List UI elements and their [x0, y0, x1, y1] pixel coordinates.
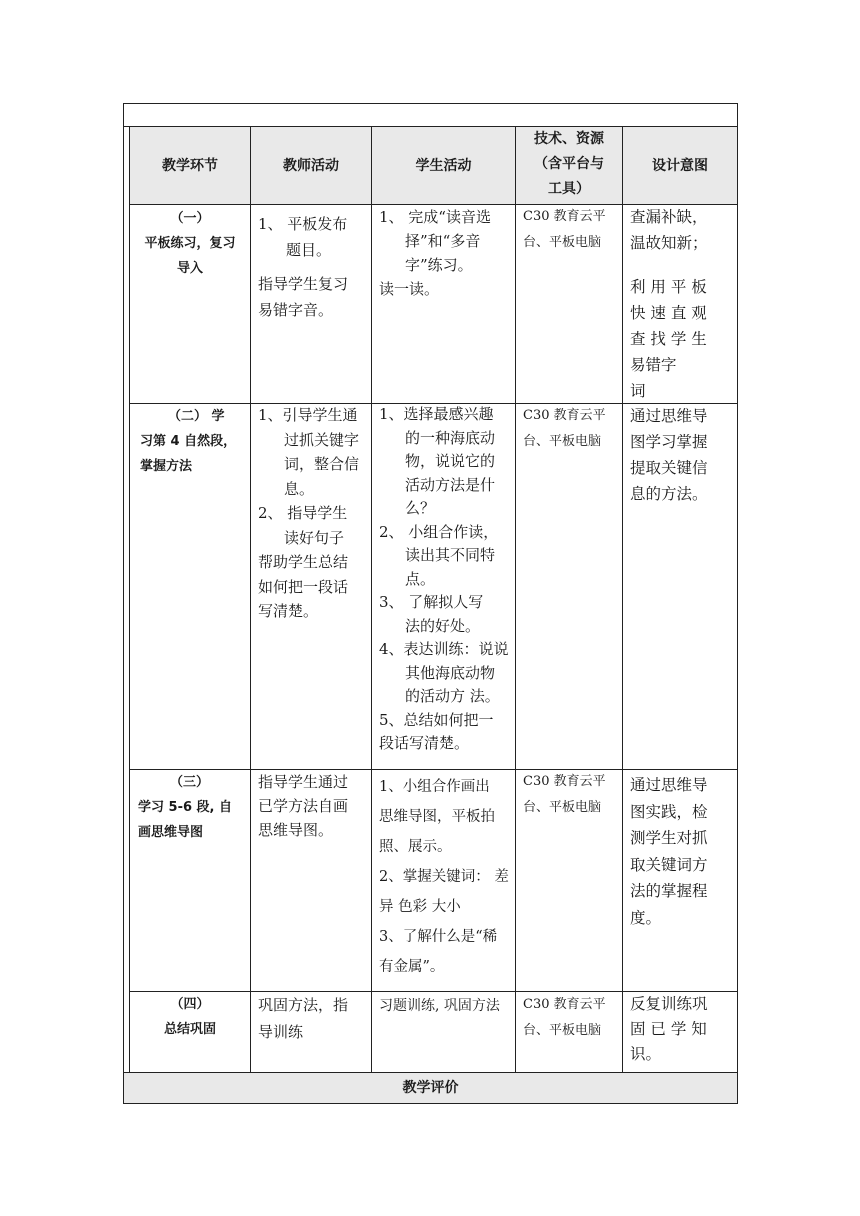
- row3-student: 1、小组合作画出 思维导图，平板拍 照、展示。 2、掌握关键词： 差 异 色彩 大小 3、了解什么是“稀 有金属”。: [379, 779, 509, 975]
- row1-stage: （一） 平板练习，复习 导入: [144, 211, 236, 276]
- frame-right: [737, 103, 738, 1104]
- row4-stage: （四） 总结巩固: [163, 997, 216, 1037]
- col-divider-2: [371, 126, 372, 1072]
- row4-student: 习题训练, 巩固方法: [379, 998, 500, 1014]
- header-teacher: 教师活动: [283, 158, 339, 174]
- row2-teacher: 1、引导学生通 过抓关键字 词，整合信 息。 2、 指导学生 读好句子 帮助学生总结 如何把一段话 写清楚。: [258, 406, 360, 620]
- header-intent: 设计意图: [652, 158, 708, 174]
- row3-intent: 通过思维导 图实践，检 测学生对抓 取关键词方 法的掌握程 度。: [630, 776, 708, 927]
- row4-teacher: 巩固方法，指 导训练: [258, 996, 349, 1041]
- row4-intent: 反复训练巩 固 已 学 知 识。: [630, 995, 708, 1063]
- row3-tech: C30 教育云平 台、平板电脑: [523, 774, 606, 815]
- row-divider-5: [123, 1072, 738, 1073]
- frame-left: [123, 103, 124, 1104]
- col-divider-1: [250, 126, 251, 1072]
- row1-tech: C30 教育云平 台、平板电脑: [523, 209, 606, 250]
- frame-bottom: [123, 1103, 738, 1104]
- row2-tech: C30 教育云平 台、平板电脑: [523, 408, 606, 449]
- row3-stage: （三） 学习 5-6 段, 自 画思维导图: [138, 775, 233, 840]
- row2-stage: （二） 学 习第 4 自然段， 掌握方法: [140, 409, 237, 474]
- frame-top: [123, 103, 738, 104]
- header-student: 学生活动: [415, 158, 472, 174]
- row1-teacher: 1、 平板发布 题目。 指导学生复习 易错字音。: [258, 215, 349, 319]
- row4-tech: C30 教育云平 台、平板电脑: [523, 997, 606, 1038]
- header-stage: 教学环节: [162, 158, 218, 174]
- header-tech: 技术、资源 （含平台与 工具）: [534, 131, 604, 197]
- row1-intent: 查漏补缺， 温故知新； 利 用 平 板 快 速 直 观 查 找 学 生 易错字 词: [630, 208, 708, 400]
- row2-intent: 通过思维导 图学习掌握 提取关键信 息的方法。: [630, 407, 708, 503]
- row2-student: 1、选择最感兴趣 的一种海底动 物，说说它的 活动方法是什 么？ 2、 小组合作读， 读出其不同特 点。 3、 了解拟人写 法的好处。 4、表达训练：说说 其他海底动物 的活动方 法。 5、总结如何把一 段话写清楚。: [379, 405, 509, 752]
- row3-teacher: 指导学生通过 已学方法自画 思维导图。: [258, 773, 349, 839]
- col-divider-3: [515, 126, 516, 1072]
- footer-evaluation: 教学评价: [402, 1080, 459, 1096]
- frame-top2: [123, 126, 738, 127]
- row1-student: 1、 完成“读音选 择”和“多音 字”练习。 读一读。: [379, 208, 491, 298]
- col-divider-4: [622, 126, 623, 1072]
